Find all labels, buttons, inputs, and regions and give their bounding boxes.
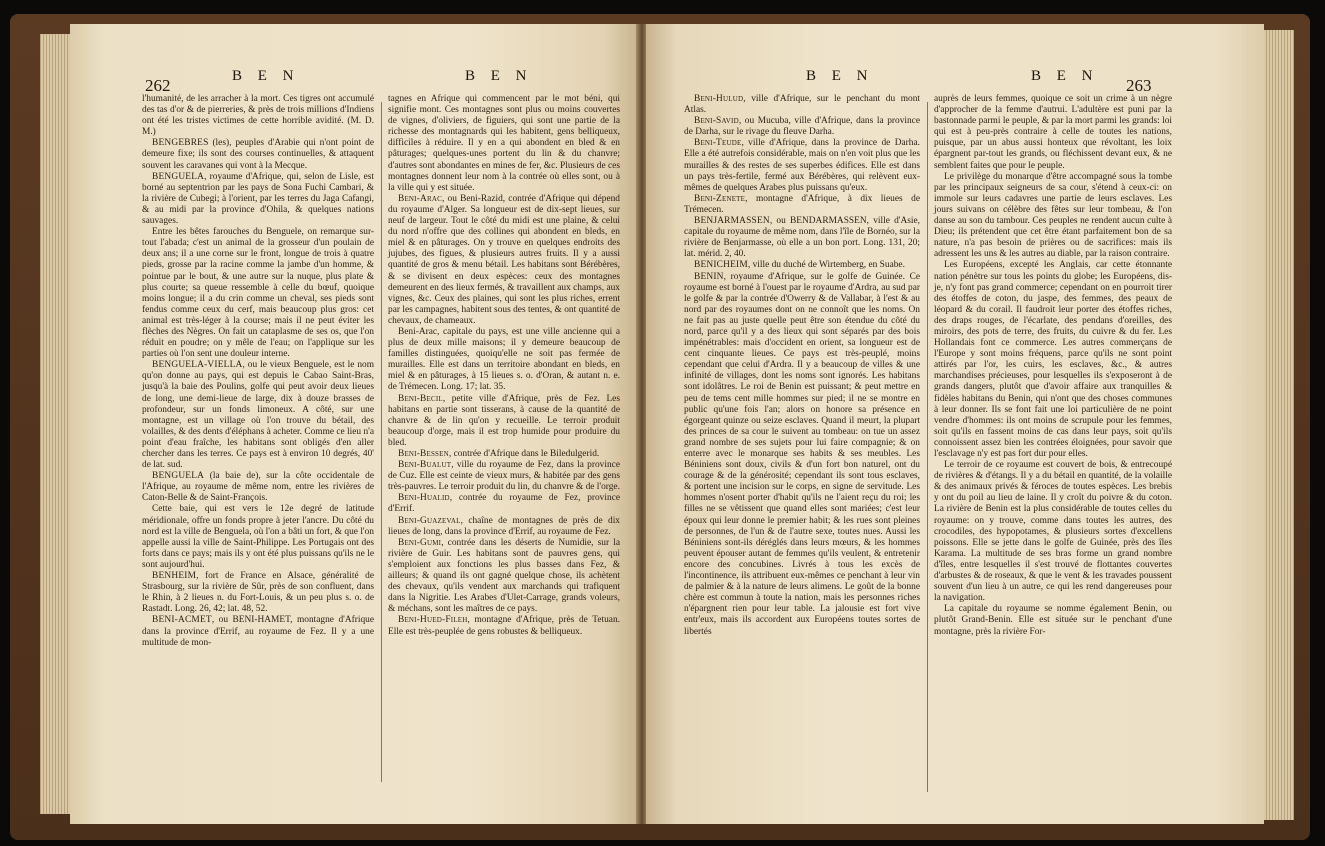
- entry: BENI-ACMET, ou BENI-HAMET, montagne d'Afrique dans la province d'Errif, au royaume de Fez. Il y a une multitude de mon-: [142, 615, 374, 648]
- page-number-left: 262: [145, 76, 171, 95]
- entry: Beni-Bualut, ville du royaume de Fez, dans la province de Cuz. Elle est ceinte de vieux murs, & habitée par des gens très-pauvres. Le terroir produit du lin, du chanvre & de l'orge.: [388, 460, 620, 493]
- entry: tagnes en Afrique qui commencent par le mot béni, qui signifie mont. Ces montagnes sont plus ou moins couvertes de vignes, d'oliviers, de figuiers, qui sont une partie de la richesse des montagnards qui les habitent, gens belliqueux, difficiles à réduire. Il y en a qui abondent en bled & en pâturages; quelques-unes portent du lin & du chanvre; d'autres sont abondantes en mines de fer, &c. Plusieurs de ces montagnes donnent leur nom à la contrée où elles sont, ou à la ville qui y est située.: [388, 94, 620, 193]
- entry: BENIN, royaume d'Afrique, sur le golfe de Guinée. Ce royaume est borné à l'ouest par le royaume d'Ardra, au sud par le golfe & par la contrée d'Owerry & de Vallabar, à l'est & au nord par des royaumes dont on ne connoît que les noms. On ne fait pas au juste quelle peut être son étendue du côté du nord, parce qu'il y a des lieux qui sont séparés par des bois impénétrables: mais d'occident en orient, sa longueur est de cent cinquante lieues. Ce pays est très-peuplé, moins cependant que celui d'Ardra. Il y a beaucoup de villes & une infinité de villages, dont les noms sont ignorés. Les habitans sont idolâtres. Le roi de Benin est puissant; & peut mettre en peu de tems cent mille hommes sur pied; il ne se montre en public qu'une fois l'an; alors on honore sa présence en égorgeant quinze ou seize esclaves. Quand il meurt, la plupart des princes de sa cour le suivent au tombeau: on tue un assez grand nombre de ses sujets pour lui faire compagnie; & on enterre avec le monarque ses habits & ses meubles. Les Béniniens sont doux, civils & d'un fort bon naturel, ont du courage & de la générosité; cependant ils sont tous esclaves, & portent une incision sur le corps, en signe de servitude. Les hommes n'osent porter d'habit qu'ils ne l'aient reçu du roi; les filles ne se vêtissent que quand elles sont mariées; c'est leur époux qui leur donne le premier habit; & les rues sont pleines de personnes, de l'un & de l'autre sexe, toutes nues. Aussi les Béniniens sont-ils déréglés dans leurs mœurs, & les hommes peuvent épouser autant de femmes qu'ils veulent, & entretenir encore des concubines. Livrés à tous les excès de l'incontinence, ils attribuent eux-mêmes ce penchant à leur vin de palmier & à la nature de leurs alimens. Le goût de la bonne chère est commun à toute la nation, mais les personnes riches n'épargnent rien pour leur table. La jalousie est fort vive entr'eux, mais ils accordent aux Européens toutes sortes de libertés: [684, 271, 920, 637]
- entry: Les Européens, excepté les Anglais, car cette étonnante nation pénètre sur tous les points du globe; les Européens, dis-je, n'y font pas grand commerce; cependant on en pourroit tirer des étoffes de coton, du jaspe, des femmes, des peaux de léopard & du corail. Il faudroit leur porter des étoffes riches, des draps rouges, de l'écarlate, des pendans d'oreilles, des miroirs, des pots de terre, des fruits, du cuivre & du fer. Les Hollandais font ce commerce. Les autres commerçans de l'Europe y sont moins fréquens, parce qu'ils ne sont point attirés par l'or, les cuirs, les esclaves, &c., & autres marchandises précieuses, pour lesquelles ils s'exposeront à de grands dangers, plutôt que d'avoir affaire aux tranquilles & fidèles habitans du Benin, qui n'ont que des choses communes à leur donner. Ils se font fait une loi particulière de ne point vendre d'hommes: ils ont moins de scrupule pour les femmes, soit qu'ils en fassent moins de cas dans leur pays, soit qu'ils connoissent assez bien les contrées éloignées, pour savoir que l'esclavage n'y est pas fort dur pour elles.: [934, 260, 1172, 459]
- entry: Beni-Bessen, contrée d'Afrique dans le Biledulgerid.: [398, 449, 600, 459]
- entry: BENGEBRES (les), peuples d'Arabie qui n'ont point de demeure fixe; ils sont des courses continuelles, & attaquent souvent les caravanes qui vont à la Mecque.: [142, 138, 375, 171]
- entry: Beni-Hulud, ville d'Afrique, sur le penchant du mont Atlas.: [684, 94, 920, 116]
- running-head-right-2: B E N: [1031, 68, 1099, 84]
- entry: BENGUELA (la baie de), sur la côte occidentale de l'Afrique, au royaume de même nom, entre les rivières de Caton-Belle & de Saint-François.: [142, 471, 375, 504]
- entry: Beni-Arac, ou Beni-Razid, contrée d'Afrique qui dépend du royaume d'Alger. Sa longueur est de dix-sept lieues, sur neuf de largeur. Tout le côté du midi est une plaine, & celui du nord n'offre que des collines qui abondent en bleds, en miel & en pâturages. On y trouve en quelques endroits des jujubes, des figues, & plusieurs autres fruits. Il y a aussi quantité de gros & menu bétail. Les habitans sont Bérébères, & se divisent en deux espèces: ceux des montagnes demeurent en des lieux fermés, & travaillent aux champs, aux vignes, &c. Ceux des plaines, qui sont les plus riches, errent par les campagnes, habitent sous des tentes, & ont quantité de chevaux, de chameaux.: [388, 193, 620, 326]
- right-page: [646, 24, 1264, 824]
- entry: La capitale du royaume se nomme également Benin, ou plutôt Grand-Benin. Elle est située sur le penchant d'une montagne, près la rivière For-: [934, 604, 1172, 637]
- entry: Entre les bêtes farouches du Benguele, on remarque sur-tout l'abada; c'est un animal de la grosseur d'un poulain de deux ans; il a une corne sur le front, longue de trois à quatre pieds, grosse par la racine comme la jambe d'un homme, & pointue par le bout, & une autre sur la nuque, plus plate & plus courte; sa queue ressemble à celle du bœuf, quoique moins longue; il a du crin comme un cheval, ses pieds sont fendus comme ceux du cerf, mais beaucoup plus gros: cet animal est très-léger à la course; mais il ne peut éviter les flèches des Nègres. On fait un cataplasme de ses os, que l'on réduit en poudre; on y mêle de l'eau; on l'applique sur les parties où l'on sent une douleur interne.: [142, 227, 374, 360]
- entry: auprès de leurs femmes, quoique ce soit un crime à un nègre d'approcher de la femme d'autrui. L'adultère est puni par la bastonnade parmi le peuple, & par la mort parmi les grands: loi qui est à peu-près contraire à celle de toutes les nations, puisque, par un abus aussi honteux que révoltant, les loix épargnent par-tout les grands, ou fléchissent devant eux, & ne semblent faites que pour le peuple.: [934, 94, 1172, 171]
- entry: Beni-Savid, ou Mucuba, ville d'Afrique, dans la province de Darha, sur le rivage du fleuve Darha.: [684, 116, 920, 138]
- entry: Beni-Zenete, montagne d'Afrique, à dix lieues de Trémecen.: [684, 193, 920, 215]
- entry: Beni-Arac, capitale du pays, est une ville ancienne qui a plus de deux mille maisons; il y demeure beaucoup de familles distinguées, quoiqu'elle ne soit pas fermée de murailles. Elle est dans un territoire abondant en bleds, en miel & en pâturages, à 15 lieues s. o. d'Oran, & autant n. e. de Trémecen. Long. 17; lat. 35.: [388, 326, 620, 393]
- entry: Beni-Guazeval, chaîne de montagnes de près de dix lieues de long, dans la province d'Errif, au royaume de Fez.: [388, 515, 620, 537]
- entry: Beni-Hualid, contrée du royaume de Fez, province d'Errif.: [388, 493, 620, 515]
- column-rule-right: [927, 102, 928, 792]
- entry: BENGUELA, royaume d'Afrique, qui, selon de Lisle, est borné au septentrion par les pays de Sona Fuchi Cambari, & la rivière de Cubegi; à l'orient, par les terres du Jaga Cafangi, & au midi par la province d'Ohila, & quelques nations sauvages.: [142, 171, 374, 227]
- entry: l'humanité, de les arracher à la mort. Ces tigres ont accumulé des tas d'or & de pierreries, & près de trois millions d'Indiens ont été les tristes victimes de cette horrible avidité. (M. D. M.): [142, 94, 374, 138]
- entry: Beni-Becil, petite ville d'Afrique, près de Fez. Les habitans en partie sont tisserans, à cause de la quantité de chanvre & de lin qu'on y recueille. Le terroir produit beaucoup d'orge, mais il est trop humide pour produire du bled.: [388, 393, 620, 448]
- entry: BENJARMASSEN, ou BENDARMASSEN, ville d'Asie, capitale du royaume de même nom, dans l'île de Bornéo, sur la rivière de Benjarmasse, où elle a un bon port. Long. 131, 20; lat. mérid. 2, 40.: [684, 216, 920, 260]
- entry: Beni-Teude, ville d'Afrique, dans la province de Darha. Elle a été autrefois considérable, mais on n'en voit plus que les murailles & des restes de ses superbes édifices. Elle est dans un pays très-fertile, fermé aux Bérébères, qui relèvent eux-mêmes de quelques Arabes plus puissans qu'eux.: [684, 138, 920, 193]
- page-edges-left: [40, 34, 70, 814]
- column-rule-left: [381, 102, 382, 782]
- left-column-2: [388, 94, 620, 794]
- page-edges-right: [1264, 30, 1294, 820]
- entry: Beni-Hued-Fileh, montagne d'Afrique, près de Tetuan. Elle est très-peuplée de gens robustes & belliqueux.: [388, 615, 620, 637]
- entry: BENGUELA-VIELLA, ou le vieux Benguele, est le nom qu'on donne au pays, qui est depuis le Cabao Saint-Bras, jusqu'à la baie des Poulins, golfe qui peut avoir deux lieues de long, une demi-lieue de large, dix à douze brasses de profondeur, sur un fonds limoneux. A côté, sur une montagne, est un village où l'on trouve du bétail, des volailles, & des dents d'éléphans à acheter. Comme ce lieu n'a point d'eau fraîche, les habitans sont obligés d'en aller chercher dans les terres. Ce pays est à environ 10 degrés, 40' de lat. sud.: [142, 360, 374, 471]
- running-head-left-1: B E N: [232, 68, 300, 84]
- entry: Beni-Gumi, contrée dans les déserts de Numidie, sur la rivière de Guir. Les habitans sont de pauvres gens, qui s'emploient aux fonctions les plus basses dans Fez, & ailleurs; & quand ils ont gagné quelque chose, ils achètent des chevaux, qu'ils vendent aux marchands qui trafiquent dans la Nigritie. Les Arabes d'Ulet-Carrage, grands voleurs, & méchans, sont les maîtres de ce pays.: [388, 537, 620, 615]
- running-head-right-1: B E N: [806, 68, 874, 84]
- page-number-right: 263: [1126, 76, 1152, 95]
- entry: BENICHEIM, ville du duché de Wirtemberg, en Suabe.: [694, 260, 905, 271]
- right-column-2: [934, 94, 1172, 804]
- left-page: [70, 24, 638, 824]
- running-head-left-2: B E N: [465, 68, 533, 84]
- entry: BENHEIM, fort de France en Alsace, généralité de Strasbourg, sur la rivière de Sûr, près de son confluent, dans le Rhin, à 2 lieues n. du Fort-Louis, & un peu plus s. o. de Rastadt. Long. 26, 42; lat. 48, 52.: [142, 571, 374, 615]
- right-column-1: [684, 94, 920, 804]
- entry: Le terroir de ce royaume est couvert de bois, & entrecoupé de rivières & d'étangs. Il y a du bétail en quantité, de la volaille & des animaux privés & féroces de toutes espèces. Les brebis y ont du poil au lieu de laine. Il y croît du poivre & du coton. La rivière de Benin est la plus considérable de toutes celles du royaume: on y trouve, comme dans toutes les autres, des crocodiles, des hypopotames, & plusieurs sortes d'excellens poissons. Elle se jette dans le golfe de Guinée, près des îles Karama. La multitude de ses bras forme un grand nombre d'îles, entre lesquelles il s'est trouvé de flottantes couvertes d'arbustes & de roseaux, & que le vent & les travades poussent souvent d'un lieu à un autre, ce qui les rend dangereuses pour la navigation.: [934, 460, 1172, 604]
- entry: Cette baie, qui est vers le 12e degré de latitude méridionale, offre un fonds propre à jeter l'ancre. Du côté du nord est la ville de Benguela, où l'on a bâti un fort, & que l'on appelle aussi la ville de Saint-Philippe. Les Portugais ont des forts dans ce pays; mais ils y ont été plus puissans qu'ils ne le sont aujourd'hui.: [142, 504, 374, 570]
- entry: Le privilège du monarque d'être accompagné sous la tombe par les principaux seigneurs de sa cour, s'étend à ceux-ci: on immole sur leurs cadavres une partie de leurs esclaves. Les jours suivans on célèbre des fêtes sur leur tombeau, & l'on danse au son du tambour. Ces peuples ne rendent aucun culte à Dieu; ils prétendent que cet être étant parfaitement bon de sa nature, n'a pas besoin de prières ou de sacrifices: mais ils adressent les uns & les autres au diable, par la raison contraire.: [934, 171, 1172, 260]
- left-column-1: [142, 94, 374, 794]
